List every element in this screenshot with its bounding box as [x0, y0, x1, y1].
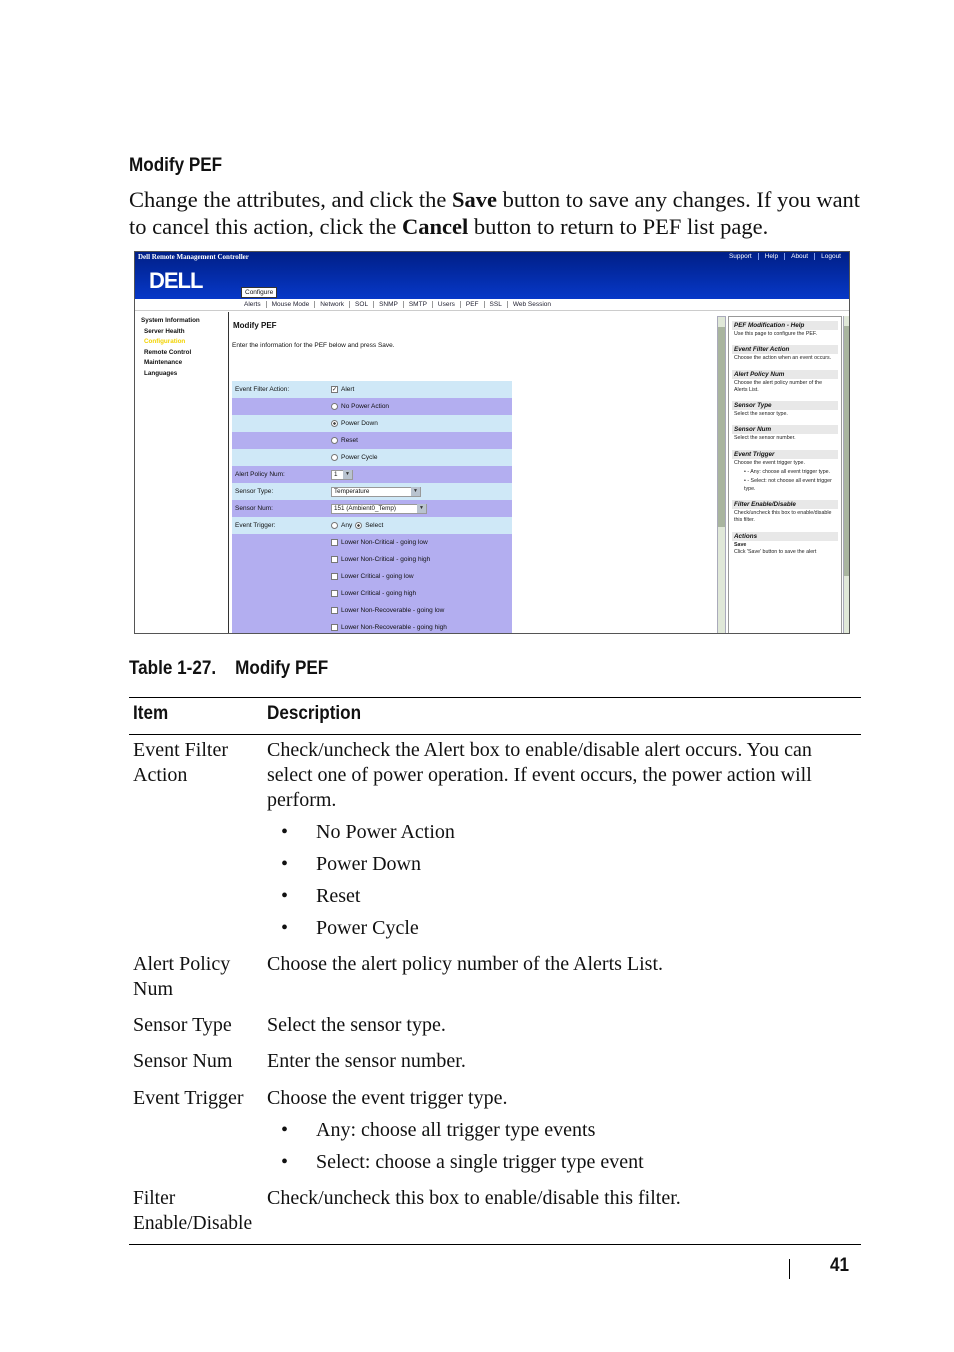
help-st-text: Select the sensor type.: [734, 411, 788, 418]
col-desc-header: Description: [267, 703, 362, 724]
trigger-checkbox[interactable]: [331, 607, 338, 614]
table-row: [129, 1038, 861, 1074]
alert-label: Alert: [341, 386, 355, 393]
chevron-down-icon: ▼: [411, 487, 420, 496]
sidebar-item-remote-control[interactable]: Remote Control: [144, 348, 192, 356]
trigger-checkbox[interactable]: [331, 539, 338, 546]
trigger-checkbox[interactable]: [331, 573, 338, 580]
row-item: Event Filter Action: [133, 739, 228, 786]
pef-screenshot: [134, 251, 850, 634]
reset-radio[interactable]: [331, 437, 338, 444]
footer-divider: [789, 1259, 790, 1279]
reset-label: Reset: [341, 437, 358, 444]
help-apn-title: Alert Policy Num: [732, 370, 838, 379]
table-caption: [129, 658, 328, 680]
trigger-label: Lower Critical - going low: [341, 573, 414, 580]
trigger-checkbox[interactable]: [331, 624, 338, 631]
pef-form: [232, 381, 512, 634]
form-row-alert-policy: [232, 466, 512, 483]
form-row-power-cycle: [232, 449, 512, 466]
pef-table: [129, 697, 861, 1245]
help-title: PEF Modification - Help: [732, 321, 838, 330]
help-fed-title: Filter Enable/Disable: [732, 500, 838, 509]
nav-web-session[interactable]: Web Session: [507, 301, 556, 308]
sensor-num-label: Sensor Num:: [235, 505, 273, 512]
about-link[interactable]: About: [784, 253, 814, 260]
help-sn-text: Select the sensor number.: [734, 435, 796, 442]
trigger-label: Lower Non-Recoverable - going high: [341, 624, 447, 631]
help-title-text: Use this page to configure the PEF.: [734, 331, 818, 337]
form-row-reset: [232, 432, 512, 449]
logout-link[interactable]: Logout: [814, 253, 847, 260]
sensor-type-label: Sensor Type:: [235, 488, 274, 495]
row-item: Alert Policy Num: [133, 953, 231, 1000]
table-row: [129, 735, 861, 941]
help-et-title: Event Trigger: [732, 450, 838, 459]
help-et-any: • - Any: choose all event trigger type.: [744, 469, 831, 476]
table-row: [129, 1074, 861, 1175]
trigger-row: [232, 568, 512, 585]
trigger-row: [232, 551, 512, 568]
power-down-label: Power Down: [341, 420, 378, 427]
sensor-type-value: Temperature: [334, 488, 370, 495]
sidebar-item-maintenance[interactable]: Maintenance: [144, 359, 183, 366]
help-et-text: Choose the event trigger type.: [734, 459, 805, 466]
power-cycle-radio[interactable]: [331, 454, 338, 461]
sidebar: [135, 312, 229, 634]
power-down-radio[interactable]: [331, 420, 338, 427]
sensor-type-select[interactable]: [331, 487, 421, 497]
form-row-sensor-num: [232, 500, 512, 517]
intro-cancel-word: Cancel: [402, 214, 469, 239]
form-row-event-trigger: [232, 517, 512, 534]
row-item: Sensor Num: [133, 1050, 233, 1072]
trigger-label: Lower Non-Critical - going high: [341, 556, 431, 563]
table-title: Modify PEF: [235, 658, 329, 679]
event-trigger-label: Event Trigger:: [235, 522, 276, 529]
sidebar-item-system-information[interactable]: System Information: [141, 317, 200, 324]
col-item-header: Item: [133, 703, 169, 724]
trigger-checkbox[interactable]: [331, 590, 338, 597]
scrollbar-thumb[interactable]: [718, 327, 725, 527]
no-power-radio[interactable]: [331, 403, 338, 410]
trigger-label: Lower Non-Critical - going low: [341, 539, 428, 546]
help-fed-text: Check/uncheck this box to enable/disable this filter.: [734, 509, 832, 524]
list-item: • Any: choose all trigger type events: [267, 1118, 861, 1143]
nav-mouse-mode[interactable]: Mouse Mode: [266, 301, 315, 308]
form-row-sensor-type: [232, 483, 512, 500]
row-desc: Check/uncheck this box to enable/disable this filter.: [267, 1187, 681, 1209]
page-number: 41: [830, 1255, 850, 1276]
nav-smtp[interactable]: SMTP: [403, 301, 432, 308]
help-link[interactable]: Help: [758, 253, 784, 260]
trigger-row: [232, 619, 512, 634]
config-nav: [135, 299, 849, 311]
row-item: Event Trigger: [133, 1087, 244, 1109]
form-row-alert: [232, 381, 512, 398]
list-item: • No Power Action: [267, 820, 861, 845]
intro-text-2: button to save any changes. If you want to cancel this action, click the: [129, 187, 861, 239]
row-desc: Choose the alert policy number of the Alerts List.: [267, 953, 664, 975]
form-row-no-power: [232, 398, 512, 415]
table-header: [129, 698, 861, 735]
trigger-select-label: Select: [365, 522, 384, 529]
dell-logo: DELL: [149, 268, 203, 293]
pef-page-title: Modify PEF: [233, 321, 277, 330]
help-sn-title: Sensor Num: [732, 425, 838, 434]
trigger-checkbox[interactable]: [331, 556, 338, 563]
trigger-any-label: Any: [341, 522, 353, 529]
top-links: [723, 253, 847, 260]
support-link[interactable]: Support: [728, 253, 752, 260]
sidebar-item-configuration[interactable]: Configuration: [144, 338, 186, 345]
chevron-down-icon: ▼: [417, 504, 426, 513]
help-actions-text: Click 'Save' button to save the alert: [734, 548, 817, 555]
help-et-select: • - Select: not choose all event trigger type.: [744, 478, 832, 492]
trigger-label: Lower Critical - going high: [341, 590, 417, 597]
row-desc: Select the sensor type.: [267, 1014, 446, 1036]
list-item: • Power Down: [267, 852, 861, 877]
nav-snmp[interactable]: SNMP: [373, 301, 403, 308]
trigger-row: [232, 585, 512, 602]
row-desc: Enter the sensor number.: [267, 1050, 466, 1072]
table-row: [129, 1002, 861, 1038]
nav-users[interactable]: Users: [432, 301, 460, 308]
row-desc: Check/uncheck the Alert box to enable/disable alert occurs. You can select one of power operation. If event occurs, the power action will perform.: [267, 739, 812, 811]
sidebar-item-server-health[interactable]: Server Health: [144, 327, 185, 335]
intro-paragraph: [129, 186, 864, 240]
help-scrollbar[interactable]: [843, 316, 850, 634]
no-power-label: No Power Action: [341, 403, 390, 410]
nav-network[interactable]: Network: [314, 301, 349, 308]
table-row: [129, 1175, 861, 1244]
help-efa-text: Choose the action when an event occurs.: [734, 355, 832, 362]
event-filter-label: Event Filter Action:: [235, 386, 290, 393]
screenshot-header: [135, 252, 849, 299]
power-cycle-label: Power Cycle: [341, 454, 378, 461]
alert-checkbox[interactable]: [331, 386, 338, 393]
trigger-any-radio[interactable]: [331, 522, 338, 529]
form-row-power-down: [232, 415, 512, 432]
row-desc: Choose the event trigger type.: [267, 1087, 508, 1109]
sensor-num-select[interactable]: [331, 504, 427, 514]
intro-text-1: Change the attributes, and click the: [129, 187, 453, 212]
sidebar-item-languages[interactable]: Languages: [144, 369, 178, 377]
help-st-title: Sensor Type: [732, 401, 838, 410]
trigger-label: Lower Non-Recoverable - going low: [341, 607, 445, 614]
nav-ssl[interactable]: SSL: [484, 301, 507, 308]
list-item: • Select: choose a single trigger type event: [267, 1150, 861, 1175]
main-panel: [231, 312, 716, 634]
list-item: • Reset: [267, 884, 861, 909]
list-item: • Power Cycle: [267, 916, 861, 941]
table-row: [129, 941, 861, 1002]
intro-save-word: Save: [452, 187, 498, 212]
configure-tab[interactable]: Configure: [241, 287, 277, 298]
section-heading: Modify PEF: [129, 155, 223, 176]
window-title: Dell Remote Management Controller: [138, 253, 249, 261]
row-item: Filter Enable/Disable: [133, 1188, 253, 1234]
nav-alerts[interactable]: Alerts: [244, 301, 261, 308]
nav-pef[interactable]: PEF: [460, 301, 484, 308]
alert-policy-label: Alert Policy Num:: [235, 471, 285, 478]
help-efa-title: Event Filter Action: [732, 345, 838, 354]
help-apn-text: Choose the alert policy number of the Alerts List.: [734, 379, 823, 393]
alert-policy-value: 1: [334, 471, 338, 478]
scrollbar-thumb[interactable]: [844, 326, 850, 576]
table-number: Table 1-27.: [129, 658, 217, 679]
trigger-select-radio[interactable]: [355, 522, 362, 529]
alert-policy-select[interactable]: [331, 470, 353, 480]
help-actions-title: Actions: [732, 532, 838, 541]
pef-page-subtitle: Enter the information for the PEF below and press Save.: [232, 342, 395, 349]
nav-sol[interactable]: SOL: [349, 301, 373, 308]
trigger-row: [232, 534, 512, 551]
help-panel: [728, 316, 842, 634]
row-item: Sensor Type: [133, 1014, 232, 1036]
chevron-down-icon: ▼: [343, 470, 352, 479]
help-actions-save: Save: [734, 541, 747, 548]
sensor-num-value: 151 (Ambient0_Temp): [334, 505, 396, 512]
intro-text-3: button to return to PEF list page.: [468, 214, 769, 239]
main-scrollbar[interactable]: [717, 316, 726, 634]
trigger-row: [232, 602, 512, 619]
